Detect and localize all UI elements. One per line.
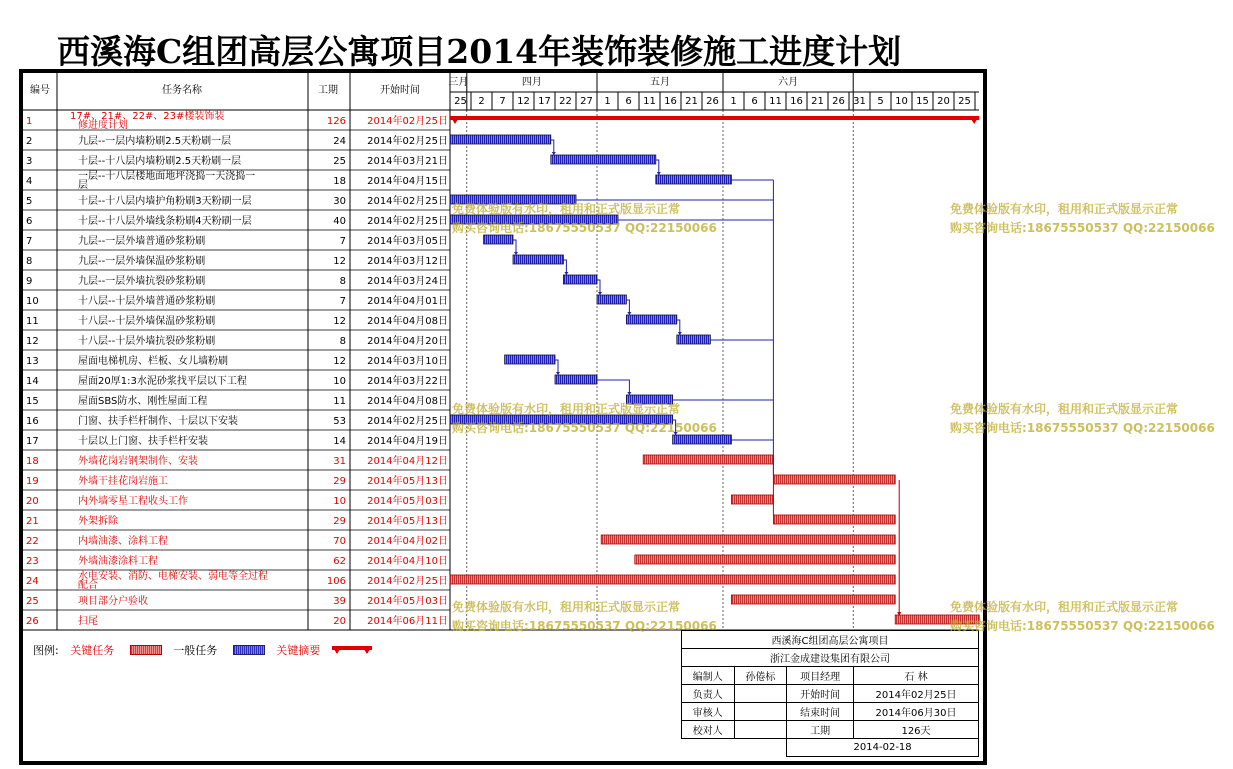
month-label: 五月 (650, 77, 670, 88)
normal-task-bar (677, 335, 711, 344)
task-name: 屋面20厚1:3水泥砂浆找平层以下工程 (78, 376, 247, 387)
day-tick-label: 21 (685, 96, 698, 107)
task-no: 5 (26, 196, 33, 207)
day-tick-label: 11 (643, 96, 656, 107)
dependency-arrow (627, 312, 631, 315)
day-tick-label: 11 (769, 96, 782, 107)
task-duration: 12 (333, 356, 346, 367)
normal-task-bar (597, 295, 626, 304)
task-no: 15 (26, 396, 39, 407)
day-tick-label: 25 (958, 96, 971, 107)
critical-task-bar (731, 495, 773, 504)
task-duration: 24 (333, 136, 346, 147)
watermark-line1: 免费体验版有水印，租用和正式版显示正常 (452, 600, 681, 614)
dependency-arrow (552, 152, 556, 155)
critical-task-bar (731, 595, 895, 604)
tb-charge-key: 负责人 (682, 685, 735, 703)
task-start: 2014年02月25日 (367, 576, 448, 587)
task-duration: 12 (333, 316, 346, 327)
tb-company: 浙江金成建设集团有限公司 (682, 649, 979, 667)
day-tick-label: 16 (790, 96, 803, 107)
tb-period-key: 工期 (787, 721, 854, 739)
tb-date: 2014-02-18 (787, 739, 979, 757)
task-no: 8 (26, 256, 33, 267)
day-tick-label: 10 (895, 96, 908, 107)
legend-critical-label: 关键任务 (70, 644, 115, 657)
task-bars (450, 116, 979, 624)
day-tick-label: 20 (937, 96, 950, 107)
task-no: 21 (26, 516, 39, 527)
day-tick-label: 21 (811, 96, 824, 107)
critical-task-bar (773, 515, 895, 524)
task-duration: 11 (333, 396, 346, 407)
normal-task-bar (656, 175, 732, 184)
task-no: 1 (26, 116, 33, 127)
critical-task-bar (635, 555, 895, 564)
task-name: 十八层--十层外墙抗裂砂浆粉刷 (78, 336, 216, 347)
task-duration: 30 (333, 196, 346, 207)
day-tick-label: 26 (706, 96, 719, 107)
task-no: 20 (26, 496, 39, 507)
watermark-line2: 购买咨询电话:18675550537 QQ:22150066 (452, 421, 717, 435)
watermark-6 (950, 598, 1215, 636)
task-name: 九层--一层外墙抗裂砂浆粉刷 (78, 276, 206, 287)
task-name: 项目部分户验收 (78, 596, 148, 607)
tb-editor-value: 孙倦标 (734, 667, 787, 685)
task-start: 2014年05月13日 (367, 516, 448, 527)
task-duration: 126 (326, 116, 346, 127)
task-no: 6 (26, 216, 33, 227)
task-duration: 18 (333, 176, 346, 187)
task-duration: 7 (339, 236, 346, 247)
dependency-arrow (598, 292, 602, 295)
month-label: 三月 (448, 77, 469, 88)
legend-summary-label: 关键摘要 (276, 644, 321, 657)
tb-project: 西溪海C组团高层公寓项目 (682, 631, 979, 649)
task-start: 2014年02月25日 (367, 136, 448, 147)
task-duration: 25 (333, 156, 346, 167)
header-start: 开始时间 (380, 85, 420, 96)
watermark-line2: 购买咨询电话:18675550537 QQ:22150066 (452, 619, 717, 633)
task-name: 层 (78, 180, 88, 191)
title-block (681, 630, 979, 757)
day-tick-label: 2 (478, 96, 485, 107)
normal-task-bar (555, 375, 597, 384)
task-start: 2014年04月20日 (367, 336, 448, 347)
task-duration: 39 (333, 596, 346, 607)
task-start: 2014年06月11日 (367, 616, 448, 627)
day-tick-label: 6 (751, 96, 758, 107)
day-tick-label: 22 (559, 96, 572, 107)
day-tick-label: 1 (730, 96, 737, 107)
tb-manager-value: 石 林 (854, 667, 979, 685)
task-name: 九层--一层外墙普通砂浆粉刷 (78, 236, 206, 247)
tb-review-key: 审核人 (682, 703, 735, 721)
tb-start-value: 2014年02月25日 (854, 685, 979, 703)
tb-period-value: 126天 (854, 721, 979, 739)
day-tick-label: 17 (538, 96, 551, 107)
watermark-1 (452, 200, 717, 238)
watermark-line2: 购买咨询电话:18675550537 QQ:22150066 (452, 221, 717, 235)
task-no: 3 (26, 156, 33, 167)
task-start: 2014年03月05日 (367, 236, 448, 247)
task-rows (23, 109, 450, 630)
task-start: 2014年03月22日 (367, 376, 448, 387)
task-no: 23 (26, 556, 39, 567)
normal-task-bar (450, 135, 551, 144)
task-no: 13 (26, 356, 39, 367)
task-no: 18 (26, 456, 39, 467)
watermark-4 (950, 400, 1215, 438)
day-tick-label: 1 (604, 96, 611, 107)
dependency-arrow (627, 392, 631, 395)
task-name: 外墙干挂花岗岩施工 (78, 476, 168, 487)
task-name: 一层--十八层楼地面地坪浇捣一天浇捣一 (78, 171, 256, 182)
task-name: 门窗、扶手栏杆制作、十层以下安装 (78, 416, 238, 427)
task-start: 2014年03月21日 (367, 156, 448, 167)
watermark-line1: 免费体验版有水印，租用和正式版显示正常 (950, 402, 1179, 416)
month-label: 六月 (778, 77, 799, 88)
legend-label: 图例: (33, 644, 59, 657)
dependency-arrow (657, 172, 661, 175)
task-no: 17 (26, 436, 39, 447)
task-name: 十八层--十层外墙保温砂浆粉刷 (78, 316, 216, 327)
task-name: 十层以上门窗、扶手栏杆安装 (78, 436, 208, 447)
day-tick-label: 25 (454, 96, 467, 107)
day-tick-label: 27 (580, 96, 593, 107)
tb-start-key: 开始时间 (787, 685, 854, 703)
task-start: 2014年03月12日 (367, 256, 448, 267)
task-start: 2014年04月12日 (367, 456, 448, 467)
task-start: 2014年05月03日 (367, 596, 448, 607)
task-name: 内墙油漆、涂料工程 (78, 536, 168, 547)
task-start: 2014年05月13日 (367, 476, 448, 487)
legend-normal-label: 一般任务 (173, 644, 218, 657)
header-name: 任务名称 (162, 85, 202, 96)
task-duration: 14 (333, 436, 346, 447)
task-start: 2014年02月25日 (367, 116, 448, 127)
task-duration: 8 (339, 336, 346, 347)
task-duration: 40 (333, 216, 346, 227)
task-no: 4 (26, 176, 33, 187)
dependency-arrow (564, 272, 568, 275)
normal-task-bar (513, 255, 563, 264)
tb-end-value: 2014年06月30日 (854, 703, 979, 721)
task-name: 配合 (78, 580, 98, 591)
task-no: 26 (26, 616, 39, 627)
task-start: 2014年04月19日 (367, 436, 448, 447)
task-start: 2014年04月01日 (367, 296, 448, 307)
watermark-3 (452, 400, 717, 438)
task-duration: 29 (333, 476, 346, 487)
task-name: 屋面SBS防水、刚性屋面工程 (78, 396, 208, 407)
watermark-line2: 购买咨询电话:18675550537 QQ:22150066 (950, 421, 1215, 435)
normal-task-bar (505, 355, 555, 364)
normal-task-bar (563, 275, 597, 284)
task-name: 外架拆除 (78, 516, 118, 527)
dependency-arrow (556, 372, 560, 375)
day-tick-label: 31 (853, 96, 866, 107)
task-name: 十层--十八层内墙粉刷2.5天粉刷一层 (78, 156, 242, 167)
task-no: 24 (26, 576, 39, 587)
tb-review-value (734, 703, 787, 721)
day-tick-label: 15 (916, 96, 929, 107)
tb-check-key: 校对人 (682, 721, 735, 739)
task-duration: 53 (333, 416, 346, 427)
task-no: 7 (26, 236, 33, 247)
legend (33, 642, 376, 658)
header-duration: 工期 (318, 85, 338, 96)
tb-end-key: 结束时间 (787, 703, 854, 721)
task-start: 2014年04月10日 (367, 556, 448, 567)
watermark-line2: 购买咨询电话:18675550537 QQ:22150066 (950, 221, 1215, 235)
task-duration: 29 (333, 516, 346, 527)
task-start: 2014年04月02日 (367, 536, 448, 547)
summary-bar (450, 116, 979, 120)
tb-editor-key: 编制人 (682, 667, 735, 685)
task-name: 外墙花岗岩钢架制作、安装 (78, 456, 198, 467)
task-duration: 70 (333, 536, 346, 547)
task-name: 外墙油漆涂料工程 (78, 556, 158, 567)
task-name: 水电安装、消防、电梯安装、弱电等全过程 (78, 571, 268, 582)
task-no: 12 (26, 336, 39, 347)
task-no: 22 (26, 536, 39, 547)
watermark-line2: 购买咨询电话:18675550537 QQ:22150066 (950, 619, 1215, 633)
task-name: 修进度计划 (78, 120, 128, 131)
tb-charge-value (734, 685, 787, 703)
task-duration: 20 (333, 616, 346, 627)
task-duration: 31 (333, 456, 346, 467)
header-no: 编号 (30, 85, 50, 96)
critical-task-bar (773, 475, 895, 484)
task-name: 十八层--十层外墙普通砂浆粉刷 (78, 296, 216, 307)
tb-check-value (734, 721, 787, 739)
task-start: 2014年03月24日 (367, 276, 448, 287)
day-tick-label: 5 (877, 96, 884, 107)
dependency-line (597, 380, 629, 395)
task-duration: 106 (326, 576, 346, 587)
task-no: 10 (26, 296, 39, 307)
dependency-arrow (678, 332, 682, 335)
normal-task-bar (626, 315, 676, 324)
task-no: 19 (26, 476, 39, 487)
watermark-line1: 免费体验版有水印，租用和正式版显示正常 (452, 202, 681, 216)
legend-normal-swatch (233, 645, 265, 655)
legend-summary-swatch (330, 643, 376, 657)
task-duration: 8 (339, 276, 346, 287)
task-start: 2014年04月08日 (367, 316, 448, 327)
task-name: 九层--一层外墙保温砂浆粉刷 (78, 256, 206, 267)
day-tick-label: 6 (625, 96, 632, 107)
page-title: 西溪海C组团高层公寓项目2014年装饰装修施工进度计划 (57, 32, 902, 71)
task-start: 2014年02月25日 (367, 216, 448, 227)
day-tick-label: 12 (517, 96, 530, 107)
task-start: 2014年04月15日 (367, 176, 448, 187)
day-tick-label: 7 (499, 96, 506, 107)
task-name: 九层--一层内墙粉刷2.5天粉刷一层 (78, 136, 232, 147)
task-name: 内外墙零星工程收头工作 (78, 496, 188, 507)
task-name: 扫尾 (78, 616, 98, 627)
legend-critical-swatch (130, 645, 162, 655)
task-name: 十层--十八层内墙护角粉刷3天粉刷一层 (78, 196, 252, 207)
watermark-line1: 免费体验版有水印，租用和正式版显示正常 (452, 402, 681, 416)
watermark-line1: 免费体验版有水印，租用和正式版显示正常 (950, 600, 1179, 614)
task-no: 16 (26, 416, 39, 427)
task-start: 2014年02月25日 (367, 416, 448, 427)
task-no: 11 (26, 316, 39, 327)
tb-manager-key: 项目经理 (787, 667, 854, 685)
watermark-line1: 免费体验版有水印，租用和正式版显示正常 (950, 202, 1179, 216)
watermark-2 (950, 200, 1215, 238)
task-start: 2014年02月25日 (367, 196, 448, 207)
task-no: 2 (26, 136, 33, 147)
month-label: 四月 (521, 77, 542, 88)
task-start: 2014年03月10日 (367, 356, 448, 367)
task-duration: 12 (333, 256, 346, 267)
day-tick-label: 16 (664, 96, 677, 107)
day-tick-label: 26 (832, 96, 845, 107)
task-duration: 10 (333, 376, 346, 387)
task-name: 十层--十八层外墙线条粉刷4天粉刷一层 (78, 216, 252, 227)
dependency-arrow (514, 252, 518, 255)
task-start: 2014年05月03日 (367, 496, 448, 507)
task-duration: 10 (333, 496, 346, 507)
watermark-5 (452, 598, 717, 636)
task-duration: 7 (339, 296, 346, 307)
tb-blank (682, 739, 787, 757)
critical-task-bar (643, 455, 773, 464)
task-name: 屋面电梯机房、栏板、女儿墙粉刷 (78, 356, 228, 367)
critical-task-bar (601, 535, 895, 544)
task-duration: 62 (333, 556, 346, 567)
task-no: 14 (26, 376, 39, 387)
task-no: 9 (26, 276, 33, 287)
task-start: 2014年04月08日 (367, 396, 448, 407)
task-name: 17#、21#、22#、23#楼装饰装 (70, 111, 225, 122)
normal-task-bar (551, 155, 656, 164)
task-no: 25 (26, 596, 39, 607)
critical-task-bar (450, 575, 895, 584)
